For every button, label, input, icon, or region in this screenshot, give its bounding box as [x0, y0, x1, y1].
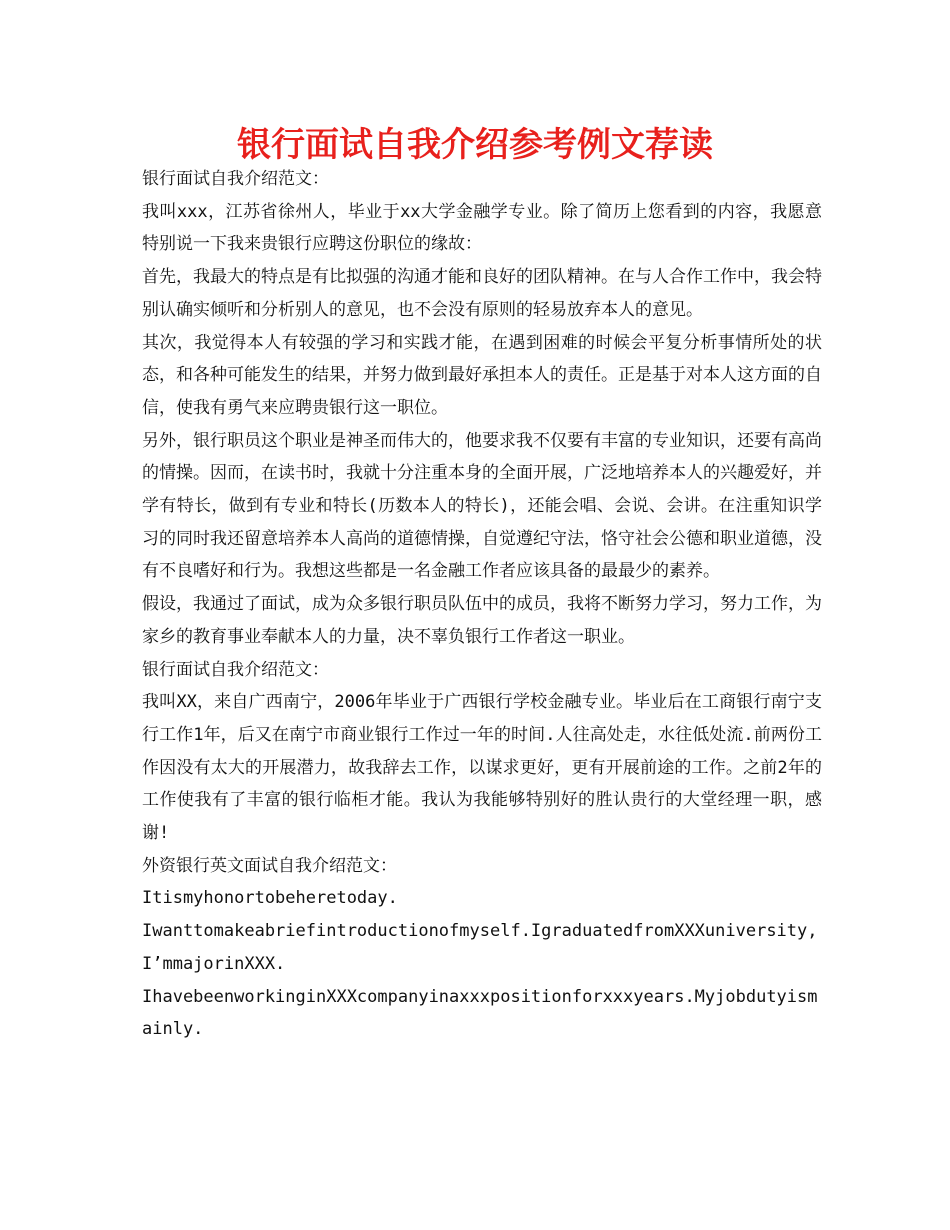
paragraph: 我叫xxx，江苏省徐州人，毕业于xx大学金融学专业。除了简历上您看到的内容，我愿意特别说一下我来贵银行应聘这份职位的缘故：: [142, 201, 822, 255]
paragraph: 其次，我觉得本人有较强的学习和实践才能，在遇到困难的时候会平复分析事情所处的状态，和各种可能发生的结果，并努力做到最好承担本人的责任。正是基于对本人这方面的自信，使我有勇气来应聘贵银行这一职位。: [142, 332, 822, 418]
document-title: 银行面试自我介绍参考例文荐读: [237, 125, 713, 165]
paragraph-english: Iwanttomakeabriefintroductionofmyself.IgraduatedfromXXXuniversity,I’mmajorinXXX.: [142, 921, 818, 974]
paragraph: 我叫XX，来自广西南宁，2006年毕业于广西银行学校金融专业。毕业后在工商银行南宁支行工作1年，后又在南宁市商业银行工作过一年的时间.人往高处走，水往低处流.前两份工作因没有太大的开展潜力，故我辞去工作，以谋求更好，更有开展前途的工作。之前2年的工作使我有了丰富的银行临柜才能。我认为我能够特别好的胜认贵行的大堂经理一职，感谢!: [142, 692, 822, 844]
paragraph-english: IhavebeenworkinginXXXcompanyinaxxxpositionforxxxyears.Myjobdutyismainly.: [142, 986, 818, 1040]
paragraph: 假设，我通过了面试，成为众多银行职员队伍中的成员，我将不断努力学习，努力工作，为家乡的教育事业奉献本人的力量，决不辜负银行工作者这一职业。: [142, 594, 822, 647]
section-heading: 银行面试自我介绍范文：: [142, 169, 329, 189]
paragraph: 首先，我最大的特点是有比拟强的沟通才能和良好的团队精神。在与人合作工作中，我会特别认确实倾听和分析别人的意见，也不会没有原则的轻易放弃本人的意见。: [142, 267, 822, 320]
paragraph: 另外，银行职员这个职业是神圣而伟大的，他要求我不仅要有丰富的专业知识，还要有高尚的情操。因而，在读书时，我就十分注重本身的全面开展，广泛地培养本人的兴趣爱好，并学有特长，做到有专业和特长(历数本人的特长)，还能会唱、会说、会讲。在注重知识学习的同时我还留意培养本人高尚的道德情操，自觉遵纪守法，恪守社会公德和职业道德，没有不良嗜好和行为。我想这些都是一名金融工作者应该具备的最最少的素养。: [142, 430, 822, 582]
section-heading: 外资银行英文面试自我介绍范文：: [142, 855, 397, 876]
paragraph-english: Itismyhonortobeheretoday.: [142, 888, 398, 909]
section-heading: 银行面试自我介绍范文：: [142, 659, 329, 680]
document-body: [142, 163, 822, 1046]
